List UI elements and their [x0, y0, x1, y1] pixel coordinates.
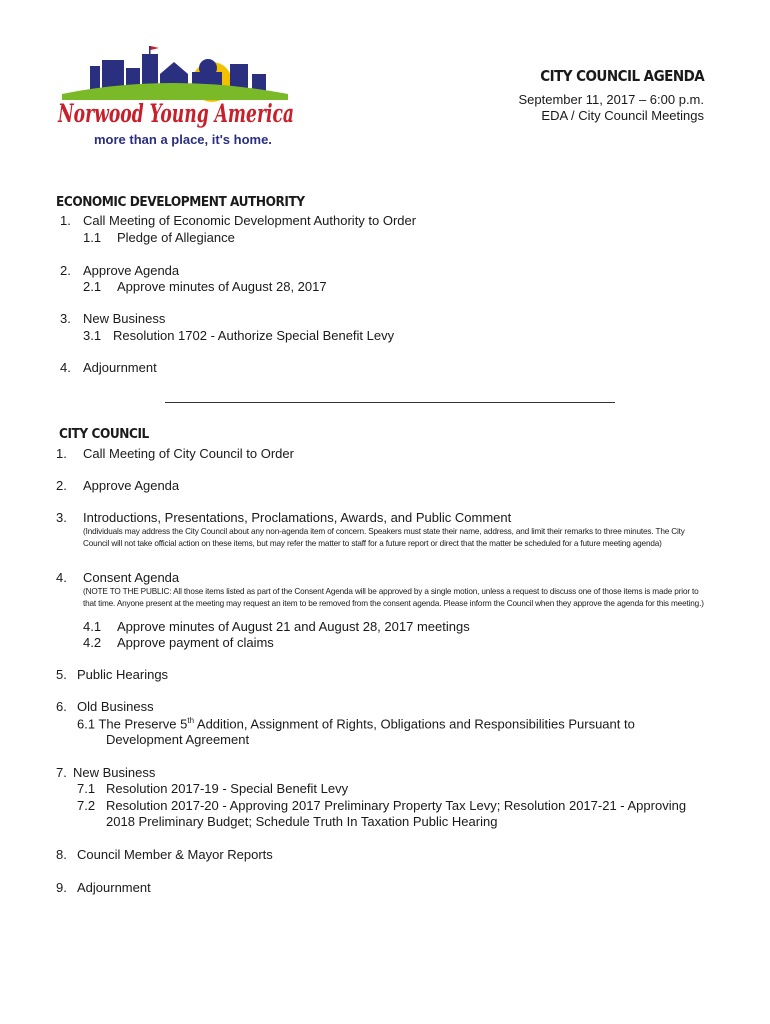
council-item-text: Adjournment: [77, 880, 151, 895]
eda-item-text: Approve Agenda: [83, 263, 180, 278]
eda-section-title: ECONOMIC DEVELOPMENT AUTHORITY: [56, 194, 305, 210]
eda-subitem-num: 2.1: [83, 279, 102, 294]
council-item-num: 3.: [56, 510, 67, 525]
council-subitem-num: 6.1: [77, 716, 96, 732]
council-item-text: Introductions, Presentations, Proclamations, Awards, and Public Comment: [83, 510, 512, 525]
council-subitem-text: Resolution 2017-20 - Approving 2017 Preliminary Property Tax Levy; Resolution 2017-21 - Approving: [106, 798, 687, 813]
council-item-num: 8.: [56, 847, 67, 862]
council-item-text: Public Hearings: [77, 667, 169, 682]
council-subitem-text: Approve payment of claims: [117, 635, 274, 650]
eda-item-num: 1.: [60, 213, 71, 228]
council-subitem-continuation: 2018 Preliminary Budget; Schedule Truth In Taxation Public Hearing: [106, 814, 498, 829]
logo-wordmark: Norwood Young America: [57, 99, 295, 128]
agenda-title: CITY COUNCIL AGENDA: [540, 67, 704, 85]
eda-item-num: 4.: [60, 360, 71, 375]
eda-item-text: Adjournment: [83, 360, 157, 375]
council-item-text: Call Meeting of City Council to Order: [83, 446, 294, 461]
eda-subitem-num: 1.1: [83, 230, 102, 245]
council-item-text: Council Member & Mayor Reports: [77, 847, 273, 862]
council-item-text: Approve Agenda: [83, 478, 180, 493]
council-subitem-continuation: Development Agreement: [106, 732, 250, 747]
council-item-num: 7.: [56, 765, 67, 780]
council-subitem-text: The Preserve 5: [98, 716, 188, 732]
eda-item-num: 3.: [60, 311, 71, 326]
council-subitem-text: Approve minutes of August 21 and August 28, 2017 meetings: [117, 619, 470, 634]
council-item-text: Consent Agenda: [83, 570, 180, 585]
council-item-text: New Business: [73, 765, 156, 780]
eda-item-text: Call Meeting of Economic Development Authority to Order: [83, 213, 417, 228]
council-subitem-num: 4.2: [83, 635, 102, 650]
council-subitem-num: 4.1: [83, 619, 102, 634]
eda-item-num: 2.: [60, 263, 71, 278]
council-subitem-text: Resolution 2017-19 - Special Benefit Levy: [106, 781, 349, 796]
council-item-text: Old Business: [77, 699, 154, 714]
council-subitem-text: Addition, Assignment of Rights, Obligations and Responsibilities Pursuant to: [194, 716, 635, 732]
public-comment-note: (Individuals may address the City Council about any non-agenda item of concern. Speakers must state their name, address, and limit their remarks to three minutes. The City Council will not take official action on these items, but may refer the matter to staff for a future report or direct that the matter be scheduled for a future meeting agenda): [83, 527, 685, 548]
meeting-type: EDA / City Council Meetings: [541, 108, 704, 123]
meeting-date: September 11, 2017 – 6:00 p.m.: [518, 92, 704, 107]
council-item-num: 1.: [56, 446, 67, 461]
eda-subitem-text: Resolution 1702 - Authorize Special Benefit Levy: [113, 328, 395, 343]
skyline-graphic: [62, 46, 288, 102]
consent-agenda-note: (NOTE TO THE PUBLIC: All those items listed as part of the Consent Agenda will be approved by a single motion, unless a request to discuss one of those items is made prior to that time. Anyone present at the meeting may request an item to be removed from the consent agenda. Please inform the Council when they approve the agenda for this meeting.): [83, 587, 704, 608]
council-item-num: 6.: [56, 699, 67, 714]
council-subitem: [77, 716, 635, 731]
council-subitem-num: 7.2: [77, 798, 96, 813]
council-item-num: 9.: [56, 880, 67, 895]
council-subitem-num: 7.1: [77, 781, 96, 796]
eda-subitem-text: Pledge of Allegiance: [117, 230, 235, 245]
eda-subitem-num: 3.1: [83, 328, 102, 343]
council-item-num: 2.: [56, 478, 67, 493]
eda-item-text: New Business: [83, 311, 166, 326]
logo-tagline: more than a place, it's home.: [94, 132, 272, 147]
council-item-num: 4.: [56, 570, 67, 585]
eda-subitem-text: Approve minutes of August 28, 2017: [117, 279, 327, 294]
council-item-num: 5.: [56, 667, 67, 682]
city-logo: [52, 44, 302, 154]
council-section-title: CITY COUNCIL: [59, 426, 149, 442]
section-divider: [165, 402, 615, 403]
ordinal-suffix: th: [187, 716, 195, 725]
